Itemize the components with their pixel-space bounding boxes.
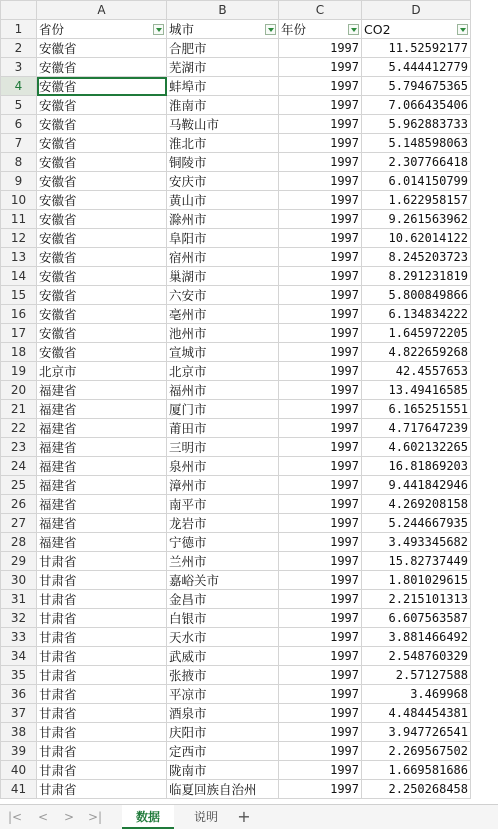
cell-co2[interactable]: 3.947726541 <box>362 723 471 742</box>
table-row <box>1 96 471 115</box>
cell-city[interactable]: 池州市 <box>167 324 279 343</box>
row-number[interactable]: 14 <box>1 267 37 286</box>
cell-city[interactable]: 黄山市 <box>167 191 279 210</box>
cell-year[interactable]: 1997 <box>279 286 362 305</box>
cell-province[interactable]: 北京市 <box>37 362 167 381</box>
cell-city[interactable]: 合肥市 <box>167 39 279 58</box>
row-number[interactable]: 12 <box>1 229 37 248</box>
row-number[interactable]: 11 <box>1 210 37 229</box>
row-number[interactable]: 8 <box>1 153 37 172</box>
filter-dropdown-icon[interactable] <box>265 24 276 35</box>
row-number[interactable]: 38 <box>1 723 37 742</box>
cell-city[interactable]: 铜陵市 <box>167 153 279 172</box>
row-number[interactable]: 2 <box>1 39 37 58</box>
table-row <box>1 419 471 438</box>
table-row <box>1 742 471 761</box>
last-sheet-icon[interactable]: >| <box>87 810 103 824</box>
cell-co2[interactable]: 4.484454381 <box>362 704 471 723</box>
table-row <box>1 400 471 419</box>
cell-city[interactable]: 阜阳市 <box>167 229 279 248</box>
row-number[interactable]: 17 <box>1 324 37 343</box>
cell-province[interactable]: 福建省 <box>37 495 167 514</box>
row-number[interactable]: 37 <box>1 704 37 723</box>
table-row <box>1 552 471 571</box>
cell-province[interactable]: 安徽省 <box>37 153 167 172</box>
cell-co2[interactable]: 5.800849866 <box>362 286 471 305</box>
cell-province[interactable]: 安徽省 <box>37 58 167 77</box>
cell-co2[interactable]: 1.801029615 <box>362 571 471 590</box>
table-row <box>1 514 471 533</box>
cell-city[interactable]: 宿州市 <box>167 248 279 267</box>
table-row <box>1 58 471 77</box>
cell-co2[interactable]: 5.794675365 <box>362 77 471 96</box>
cell-year[interactable]: 1997 <box>279 685 362 704</box>
cell-year[interactable]: 1997 <box>279 780 362 799</box>
row-number[interactable]: 23 <box>1 438 37 457</box>
cell-co2[interactable]: 2.57127588 <box>362 666 471 685</box>
cell-province[interactable]: 甘肃省 <box>37 552 167 571</box>
cell-city[interactable]: 白银市 <box>167 609 279 628</box>
cell-co2[interactable]: 6.607563587 <box>362 609 471 628</box>
cell-year[interactable]: 1997 <box>279 210 362 229</box>
cell-city[interactable]: 金昌市 <box>167 590 279 609</box>
cell-city[interactable]: 宁德市 <box>167 533 279 552</box>
cell-city[interactable]: 亳州市 <box>167 305 279 324</box>
cell-province[interactable]: 甘肃省 <box>37 628 167 647</box>
cell-city[interactable]: 淮南市 <box>167 96 279 115</box>
table-row <box>1 324 471 343</box>
cell-co2[interactable]: 1.645972205 <box>362 324 471 343</box>
cell-year[interactable]: 1997 <box>279 153 362 172</box>
cell-year[interactable]: 1997 <box>279 742 362 761</box>
cell-province[interactable]: 福建省 <box>37 514 167 533</box>
add-sheet-icon[interactable]: + <box>237 807 251 826</box>
cell-year[interactable]: 1997 <box>279 58 362 77</box>
row-number[interactable]: 22 <box>1 419 37 438</box>
cell-co2[interactable]: 5.244667935 <box>362 514 471 533</box>
cell-year[interactable]: 1997 <box>279 457 362 476</box>
cell-year[interactable]: 1997 <box>279 229 362 248</box>
cell-year[interactable]: 1997 <box>279 77 362 96</box>
cell-city[interactable]: 北京市 <box>167 362 279 381</box>
cell-co2[interactable]: 11.52592177 <box>362 39 471 58</box>
cell-province[interactable]: 安徽省 <box>37 96 167 115</box>
row-number[interactable]: 30 <box>1 571 37 590</box>
cell-co2[interactable]: 5.148598063 <box>362 134 471 153</box>
row-number[interactable]: 27 <box>1 514 37 533</box>
table-row <box>1 457 471 476</box>
cell-city[interactable]: 淮北市 <box>167 134 279 153</box>
table-header-row <box>1 20 471 39</box>
cell-province[interactable]: 甘肃省 <box>37 590 167 609</box>
cell-year[interactable]: 1997 <box>279 248 362 267</box>
cell-year[interactable]: 1997 <box>279 723 362 742</box>
row-number[interactable]: 4 <box>1 77 37 96</box>
cell-province[interactable]: 甘肃省 <box>37 609 167 628</box>
cell-province[interactable]: 甘肃省 <box>37 780 167 799</box>
cell-city[interactable]: 南平市 <box>167 495 279 514</box>
header-label: 年份 <box>281 22 307 37</box>
cell-province[interactable]: 安徽省 <box>37 210 167 229</box>
table-row <box>1 685 471 704</box>
cell-city[interactable]: 厦门市 <box>167 400 279 419</box>
cell-year[interactable]: 1997 <box>279 115 362 134</box>
table-row <box>1 362 471 381</box>
cell-province[interactable]: 福建省 <box>37 438 167 457</box>
cell-co2[interactable]: 4.717647239 <box>362 419 471 438</box>
cell-province[interactable]: 福建省 <box>37 533 167 552</box>
table-row <box>1 115 471 134</box>
cell-year[interactable]: 1997 <box>279 552 362 571</box>
table-row <box>1 647 471 666</box>
cell-year[interactable]: 1997 <box>279 476 362 495</box>
cell-co2[interactable]: 1.622958157 <box>362 191 471 210</box>
cell-city[interactable]: 六安市 <box>167 286 279 305</box>
cell-year[interactable]: 1997 <box>279 533 362 552</box>
cell-year[interactable]: 1997 <box>279 514 362 533</box>
cell-province[interactable]: 安徽省 <box>37 305 167 324</box>
row-number[interactable]: 1 <box>1 20 37 39</box>
cell-city[interactable]: 安庆市 <box>167 172 279 191</box>
cell-co2[interactable]: 6.014150799 <box>362 172 471 191</box>
cell-year[interactable]: 1997 <box>279 134 362 153</box>
row-number[interactable]: 20 <box>1 381 37 400</box>
cell-province[interactable]: 甘肃省 <box>37 742 167 761</box>
cell-city[interactable]: 临夏回族自治州 <box>167 780 279 799</box>
cell-co2[interactable]: 9.441842946 <box>362 476 471 495</box>
cell-year[interactable]: 1997 <box>279 609 362 628</box>
header-label: 省份 <box>39 22 65 37</box>
header-label: CO2 <box>364 21 391 37</box>
column-header-b[interactable]: B <box>167 1 279 20</box>
row-number[interactable]: 26 <box>1 495 37 514</box>
cell-co2[interactable]: 4.822659268 <box>362 343 471 362</box>
cell-province[interactable]: 安徽省 <box>37 77 167 96</box>
column-header-d[interactable]: D <box>362 1 471 20</box>
row-number[interactable]: 3 <box>1 58 37 77</box>
row-number[interactable]: 10 <box>1 191 37 210</box>
table-row <box>1 628 471 647</box>
row-number[interactable]: 24 <box>1 457 37 476</box>
cell-year[interactable]: 1997 <box>279 761 362 780</box>
table-row <box>1 609 471 628</box>
header-cell-year[interactable] <box>279 20 362 39</box>
cell-year[interactable]: 1997 <box>279 39 362 58</box>
row-number[interactable]: 6 <box>1 115 37 134</box>
table-row <box>1 761 471 780</box>
cell-province[interactable]: 福建省 <box>37 381 167 400</box>
cell-co2[interactable]: 8.245203723 <box>362 248 471 267</box>
table-row <box>1 780 471 799</box>
select-all-corner[interactable] <box>1 1 37 20</box>
cell-co2[interactable]: 2.250268458 <box>362 780 471 799</box>
cell-city[interactable]: 武威市 <box>167 647 279 666</box>
cell-province[interactable]: 安徽省 <box>37 39 167 58</box>
cell-co2[interactable]: 1.669581686 <box>362 761 471 780</box>
table-row <box>1 153 471 172</box>
cell-province[interactable]: 安徽省 <box>37 248 167 267</box>
cell-province[interactable]: 福建省 <box>37 419 167 438</box>
cell-city[interactable]: 陇南市 <box>167 761 279 780</box>
row-number[interactable]: 41 <box>1 780 37 799</box>
cell-co2[interactable]: 15.82737449 <box>362 552 471 571</box>
cell-city[interactable]: 蚌埠市 <box>167 77 279 96</box>
table-row <box>1 533 471 552</box>
cell-year[interactable]: 1997 <box>279 324 362 343</box>
row-number[interactable]: 35 <box>1 666 37 685</box>
column-header-c[interactable]: C <box>279 1 362 20</box>
row-number[interactable]: 18 <box>1 343 37 362</box>
cell-co2[interactable]: 2.548760329 <box>362 647 471 666</box>
cell-city[interactable]: 宣城市 <box>167 343 279 362</box>
cell-city[interactable]: 巢湖市 <box>167 267 279 286</box>
cell-year[interactable]: 1997 <box>279 571 362 590</box>
row-number[interactable]: 21 <box>1 400 37 419</box>
cell-year[interactable]: 1997 <box>279 704 362 723</box>
cell-province[interactable]: 甘肃省 <box>37 723 167 742</box>
cell-co2[interactable]: 13.49416585 <box>362 381 471 400</box>
cell-year[interactable]: 1997 <box>279 267 362 286</box>
table-row <box>1 172 471 191</box>
cell-co2[interactable]: 2.307766418 <box>362 153 471 172</box>
cell-co2[interactable]: 6.134834222 <box>362 305 471 324</box>
cell-province[interactable]: 福建省 <box>37 400 167 419</box>
cell-co2[interactable]: 42.4557653 <box>362 362 471 381</box>
table-row <box>1 666 471 685</box>
table-row <box>1 210 471 229</box>
header-label: 城市 <box>169 22 195 37</box>
cell-year[interactable]: 1997 <box>279 362 362 381</box>
table-row <box>1 343 471 362</box>
row-number[interactable]: 13 <box>1 248 37 267</box>
cell-co2[interactable]: 2.269567502 <box>362 742 471 761</box>
row-number[interactable]: 19 <box>1 362 37 381</box>
row-number[interactable]: 40 <box>1 761 37 780</box>
table-row <box>1 248 471 267</box>
cell-co2[interactable]: 16.81869203 <box>362 457 471 476</box>
row-number[interactable]: 7 <box>1 134 37 153</box>
table-row <box>1 77 471 96</box>
row-number[interactable]: 32 <box>1 609 37 628</box>
cell-city[interactable]: 芜湖市 <box>167 58 279 77</box>
cell-year[interactable]: 1997 <box>279 96 362 115</box>
cell-province[interactable]: 安徽省 <box>37 229 167 248</box>
row-number[interactable]: 33 <box>1 628 37 647</box>
table-row <box>1 305 471 324</box>
cell-year[interactable]: 1997 <box>279 495 362 514</box>
cell-city[interactable]: 定西市 <box>167 742 279 761</box>
cell-city[interactable]: 泉州市 <box>167 457 279 476</box>
table-row <box>1 191 471 210</box>
cell-year[interactable]: 1997 <box>279 381 362 400</box>
cell-city[interactable]: 兰州市 <box>167 552 279 571</box>
cell-year[interactable]: 1997 <box>279 647 362 666</box>
table-row <box>1 286 471 305</box>
row-number[interactable]: 28 <box>1 533 37 552</box>
cell-city[interactable]: 平凉市 <box>167 685 279 704</box>
cell-province[interactable]: 安徽省 <box>37 286 167 305</box>
table-row <box>1 39 471 58</box>
cell-province[interactable]: 安徽省 <box>37 134 167 153</box>
cell-province[interactable]: 福建省 <box>37 457 167 476</box>
table-row <box>1 229 471 248</box>
cell-province[interactable]: 甘肃省 <box>37 685 167 704</box>
cell-city[interactable]: 莆田市 <box>167 419 279 438</box>
row-number[interactable]: 36 <box>1 685 37 704</box>
cell-province[interactable]: 安徽省 <box>37 191 167 210</box>
cell-year[interactable]: 1997 <box>279 172 362 191</box>
cell-year[interactable]: 1997 <box>279 419 362 438</box>
next-sheet-icon[interactable]: > <box>63 810 75 824</box>
cell-city[interactable]: 庆阳市 <box>167 723 279 742</box>
cell-year[interactable]: 1997 <box>279 628 362 647</box>
row-number[interactable]: 34 <box>1 647 37 666</box>
cell-province[interactable]: 安徽省 <box>37 267 167 286</box>
cell-province[interactable]: 甘肃省 <box>37 761 167 780</box>
cell-province[interactable]: 甘肃省 <box>37 704 167 723</box>
cell-co2[interactable]: 4.269208158 <box>362 495 471 514</box>
table-row <box>1 590 471 609</box>
prev-sheet-icon[interactable]: < <box>37 810 49 824</box>
table-row <box>1 571 471 590</box>
cell-city[interactable]: 嘉峪关市 <box>167 571 279 590</box>
cell-co2[interactable]: 6.165251551 <box>362 400 471 419</box>
cell-year[interactable]: 1997 <box>279 666 362 685</box>
cell-year[interactable]: 1997 <box>279 305 362 324</box>
table-row <box>1 476 471 495</box>
row-number[interactable]: 9 <box>1 172 37 191</box>
cell-co2[interactable]: 7.066435406 <box>362 96 471 115</box>
cell-co2[interactable]: 5.962883733 <box>362 115 471 134</box>
row-number[interactable]: 15 <box>1 286 37 305</box>
cell-city[interactable]: 天水市 <box>167 628 279 647</box>
cell-city[interactable]: 福州市 <box>167 381 279 400</box>
table-row <box>1 495 471 514</box>
cell-year[interactable]: 1997 <box>279 191 362 210</box>
cell-year[interactable]: 1997 <box>279 343 362 362</box>
cell-co2[interactable]: 4.602132265 <box>362 438 471 457</box>
table-row <box>1 438 471 457</box>
cell-province[interactable]: 安徽省 <box>37 115 167 134</box>
header-cell-co2[interactable] <box>362 20 471 39</box>
filter-dropdown-icon[interactable] <box>457 24 468 35</box>
cell-co2[interactable]: 10.62014122 <box>362 229 471 248</box>
tab-data[interactable]: 数据 <box>122 805 174 829</box>
cell-province[interactable]: 安徽省 <box>37 324 167 343</box>
cell-city[interactable]: 滁州市 <box>167 210 279 229</box>
table-row <box>1 723 471 742</box>
row-number[interactable]: 16 <box>1 305 37 324</box>
table-row <box>1 704 471 723</box>
cell-city[interactable]: 漳州市 <box>167 476 279 495</box>
cell-city[interactable]: 酒泉市 <box>167 704 279 723</box>
cell-co2[interactable]: 5.444412779 <box>362 58 471 77</box>
cell-province[interactable]: 福建省 <box>37 476 167 495</box>
table-row <box>1 381 471 400</box>
column-header-a[interactable]: A <box>37 1 167 20</box>
cell-city[interactable]: 三明市 <box>167 438 279 457</box>
cell-city[interactable]: 张掖市 <box>167 666 279 685</box>
header-cell-city[interactable] <box>167 20 279 39</box>
column-header-row <box>1 1 471 20</box>
cell-province[interactable]: 安徽省 <box>37 343 167 362</box>
tab-notes[interactable]: 说明 <box>194 810 219 824</box>
table-row <box>1 267 471 286</box>
filter-dropdown-icon[interactable] <box>348 24 359 35</box>
cell-co2[interactable]: 3.493345682 <box>362 533 471 552</box>
cell-province[interactable]: 甘肃省 <box>37 571 167 590</box>
cell-co2[interactable]: 3.469968 <box>362 685 471 704</box>
cell-year[interactable]: 1997 <box>279 438 362 457</box>
header-cell-province[interactable] <box>37 20 167 39</box>
cell-province[interactable]: 甘肃省 <box>37 666 167 685</box>
cell-co2[interactable]: 9.261563962 <box>362 210 471 229</box>
row-number[interactable]: 25 <box>1 476 37 495</box>
row-number[interactable]: 29 <box>1 552 37 571</box>
cell-city[interactable]: 马鞍山市 <box>167 115 279 134</box>
cell-province[interactable]: 甘肃省 <box>37 647 167 666</box>
filter-dropdown-icon[interactable] <box>153 24 164 35</box>
row-number[interactable]: 31 <box>1 590 37 609</box>
table-row <box>1 134 471 153</box>
cell-year[interactable]: 1997 <box>279 590 362 609</box>
cell-co2[interactable]: 2.215101313 <box>362 590 471 609</box>
cell-year[interactable]: 1997 <box>279 400 362 419</box>
cell-province[interactable]: 安徽省 <box>37 172 167 191</box>
row-number[interactable]: 5 <box>1 96 37 115</box>
first-sheet-icon[interactable]: |< <box>7 810 23 824</box>
sheet-tab-bar <box>0 804 498 829</box>
cell-co2[interactable]: 3.881466492 <box>362 628 471 647</box>
row-number[interactable]: 39 <box>1 742 37 761</box>
cell-co2[interactable]: 8.291231819 <box>362 267 471 286</box>
cell-city[interactable]: 龙岩市 <box>167 514 279 533</box>
